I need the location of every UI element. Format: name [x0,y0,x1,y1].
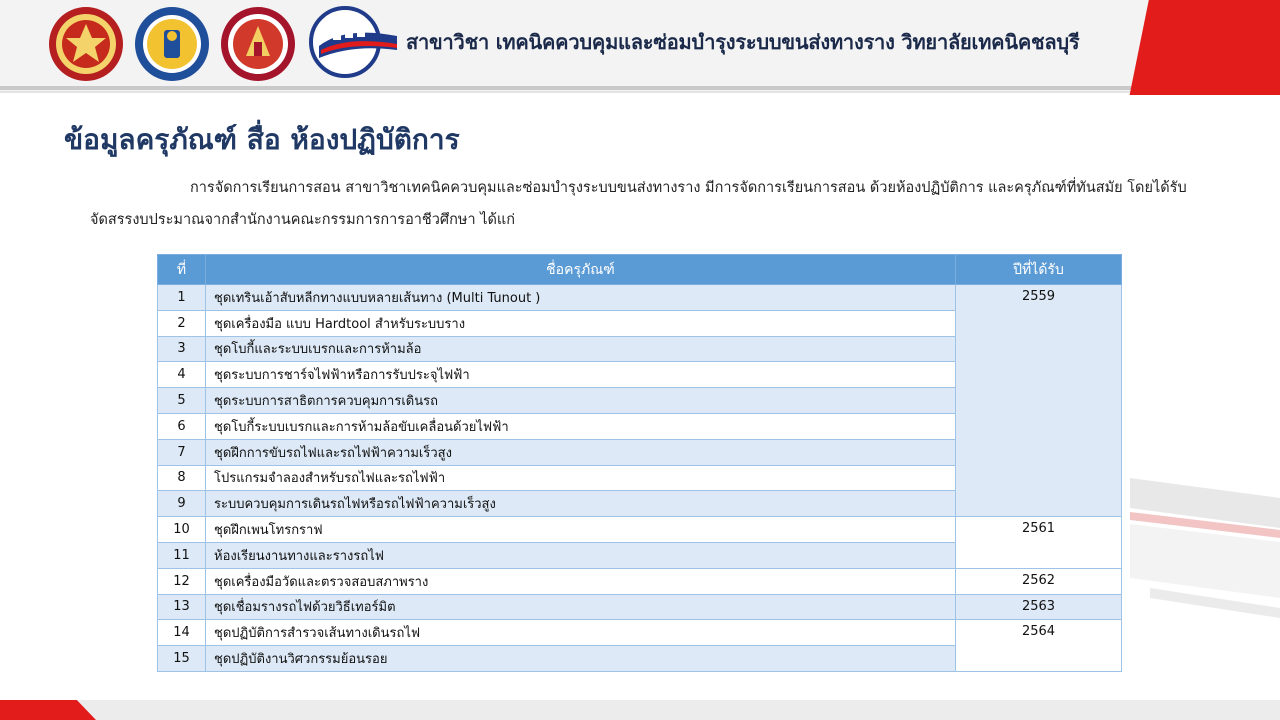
row-number: 4 [158,362,206,388]
table-row [158,285,1122,311]
equipment-name: ชุดเครื่องมือ แบบ Hardtool สำหรับระบบราง [206,310,956,336]
equipment-name: ชุดฝึกเพนโทรกราฟ [206,517,956,543]
rail-transportation-logo-icon [305,6,403,78]
row-number: 10 [158,517,206,543]
equipment-name: ชุดระบบการชาร์จไฟฟ้าหรือการรับประจุไฟฟ้า [206,362,956,388]
vocational-education-seal-icon [48,6,124,82]
year-received: 2561 [956,517,1122,569]
equipment-name: ชุดฝึกการขับรถไฟและรถไฟฟ้าความเร็วสูง [206,439,956,465]
equipment-name: ชุดเทรินเอ้าสับหลีกทางแบบหลายเส้นทาง (Multi Tunout ) [206,285,956,311]
footer-bar [0,700,1280,720]
row-number: 11 [158,542,206,568]
header-divider-secondary [0,91,1280,93]
row-number: 13 [158,594,206,620]
row-number: 2 [158,310,206,336]
equipment-name: ชุดโบกี้และระบบเบรกและการห้ามล้อ [206,336,956,362]
header-year: ปีที่ได้รับ [956,255,1122,285]
equipment-name: ชุดเชื่อมรางรถไฟด้วยวิธีเทอร์มิต [206,594,956,620]
table-row [158,594,1122,620]
row-number: 3 [158,336,206,362]
header-name: ชื่อครุภัณฑ์ [206,255,956,285]
table-header-row [158,255,1122,285]
chonburi-technical-college-seal-icon [220,6,296,82]
row-number: 15 [158,646,206,672]
table-row [158,568,1122,594]
equipment-name: ชุดปฏิบัติการสำรวจเส้นทางเดินรถไฟ [206,620,956,646]
header-no: ที่ [158,255,206,285]
equipment-table [157,254,1122,672]
intro-paragraph-text: การจัดการเรียนการสอน สาขาวิชาเทคนิคควบคุมและซ่อมบำรุงระบบขนส่งทางราง มีการจัดการเรียนการสอน ด้วยห้องปฏิบัติการ และครุภัณฑ์ที่ทันสมัย โดยได้รับจัดสรรงบประมาณจากสำนักงานคณะกรรมการการอาชีวศึกษา ได้แก่ [90,180,1187,228]
year-received: 2564 [956,620,1122,672]
row-number: 12 [158,568,206,594]
equipment-name: ชุดปฏิบัติงานวิศวกรรมย้อนรอย [206,646,956,672]
row-number: 8 [158,465,206,491]
equipment-name: ชุดโบกี้ระบบเบรกและการห้ามล้อขับเคลื่อนด้วยไฟฟ้า [206,413,956,439]
table-row [158,517,1122,543]
equipment-name: ชุดเครื่องมือวัดและตรวจสอบสภาพราง [206,568,956,594]
equipment-name: ชุดระบบการสาธิตการควบคุมการเดินรถ [206,388,956,414]
row-number: 7 [158,439,206,465]
train-illustration [1130,478,1280,638]
equipment-name: โปรแกรมจำลองสำหรับรถไฟและรถไฟฟ้า [206,465,956,491]
education-council-seal-icon [134,6,210,82]
row-number: 6 [158,413,206,439]
equipment-name: ห้องเรียนงานทางและรางรถไฟ [206,542,956,568]
row-number: 1 [158,285,206,311]
year-received: 2563 [956,594,1122,620]
row-number: 14 [158,620,206,646]
row-number: 9 [158,491,206,517]
row-number: 5 [158,388,206,414]
header-title: สาขาวิชา เทคนิคควบคุมและซ่อมบำรุงระบบขนส่งทางราง วิทยาลัยเทคนิคชลบุรี [406,30,1080,54]
intro-paragraph [90,172,1210,236]
header-divider [0,86,1280,90]
page-title: ข้อมูลครุภัณฑ์ สื่อ ห้องปฏิบัติการ [64,123,460,156]
equipment-name: ระบบควบคุมการเดินรถไฟหรือรถไฟฟ้าความเร็วสูง [206,491,956,517]
table-row [158,620,1122,646]
year-received: 2562 [956,568,1122,594]
year-received: 2559 [956,285,1122,517]
